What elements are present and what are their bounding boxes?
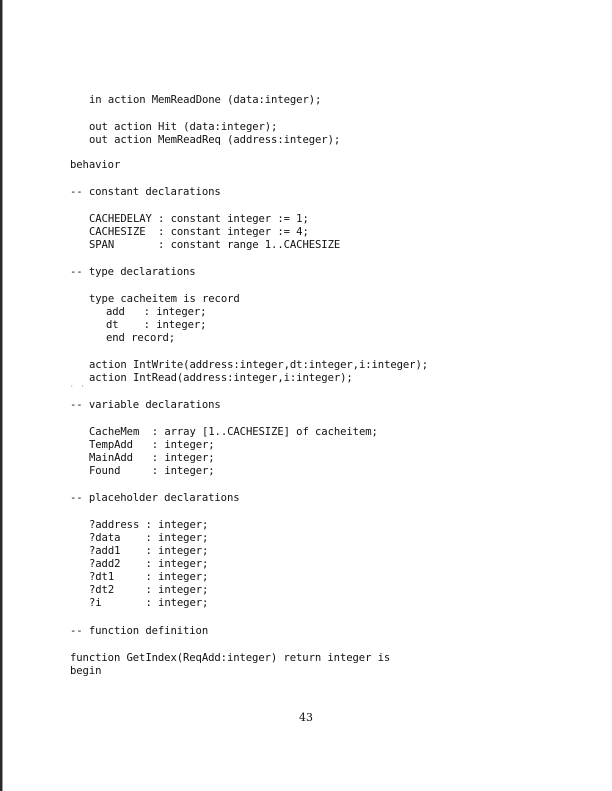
code-line-cachesize: CACHESIZE : constant integer := 4; [89,226,309,238]
code-line-ph-i: ?i : integer; [89,597,209,609]
code-line-field-add: add : integer; [106,306,207,318]
page-number: 43 [299,711,313,724]
code-line-begin: begin [70,665,102,677]
code-line-end-record: end record; [106,332,176,344]
code-line-cachedelay: CACHEDELAY : constant integer := 1; [89,213,309,225]
code-line-var-mainadd: MainAdd : integer; [89,452,215,464]
comment-function-definition: -- function definition [70,625,209,637]
comment-variable-declarations: -- variable declarations [70,399,221,411]
code-line-behavior: behavior [70,159,121,171]
code-line-ph-add1: ?add1 : integer; [89,545,209,557]
code-line-function-getindex: function GetIndex(ReqAdd:integer) return integer is [70,652,391,664]
comment-placeholder-declarations: -- placeholder declarations [70,492,240,504]
code-line-var-cachemem: CacheMem : array [1..CACHESIZE] of cacheitem; [89,426,378,438]
page-left-edge-shadow [2,0,3,791]
code-line-var-found: Found : integer; [89,465,215,477]
code-line-action-intread: action IntRead(address:integer,i:integer); [89,372,353,384]
code-line-type-cacheitem: type cacheitem is record [89,293,240,305]
scan-speck-marks: · · [70,383,85,390]
code-line-in-memreaddone: in action MemReadDone (data:integer); [89,94,322,106]
code-line-field-dt: dt : integer; [106,319,207,331]
code-line-action-intwrite: action IntWrite(address:integer,dt:integer,i:integer); [89,359,429,371]
code-line-var-tempadd: TempAdd : integer; [89,439,215,451]
code-line-ph-address: ?address : integer; [89,519,209,531]
comment-type-declarations: -- type declarations [70,266,196,278]
comment-constant-declarations: -- constant declarations [70,186,221,198]
code-line-ph-data: ?data : integer; [89,532,209,544]
code-line-span: SPAN : constant range 1..CACHESIZE [89,239,341,251]
code-line-ph-add2: ?add2 : integer; [89,558,209,570]
code-line-ph-dt1: ?dt1 : integer; [89,571,209,583]
code-line-out-memreadreq: out action MemReadReq (address:integer); [89,134,341,146]
code-line-ph-dt2: ?dt2 : integer; [89,584,209,596]
code-line-out-hit: out action Hit (data:integer); [89,121,278,133]
